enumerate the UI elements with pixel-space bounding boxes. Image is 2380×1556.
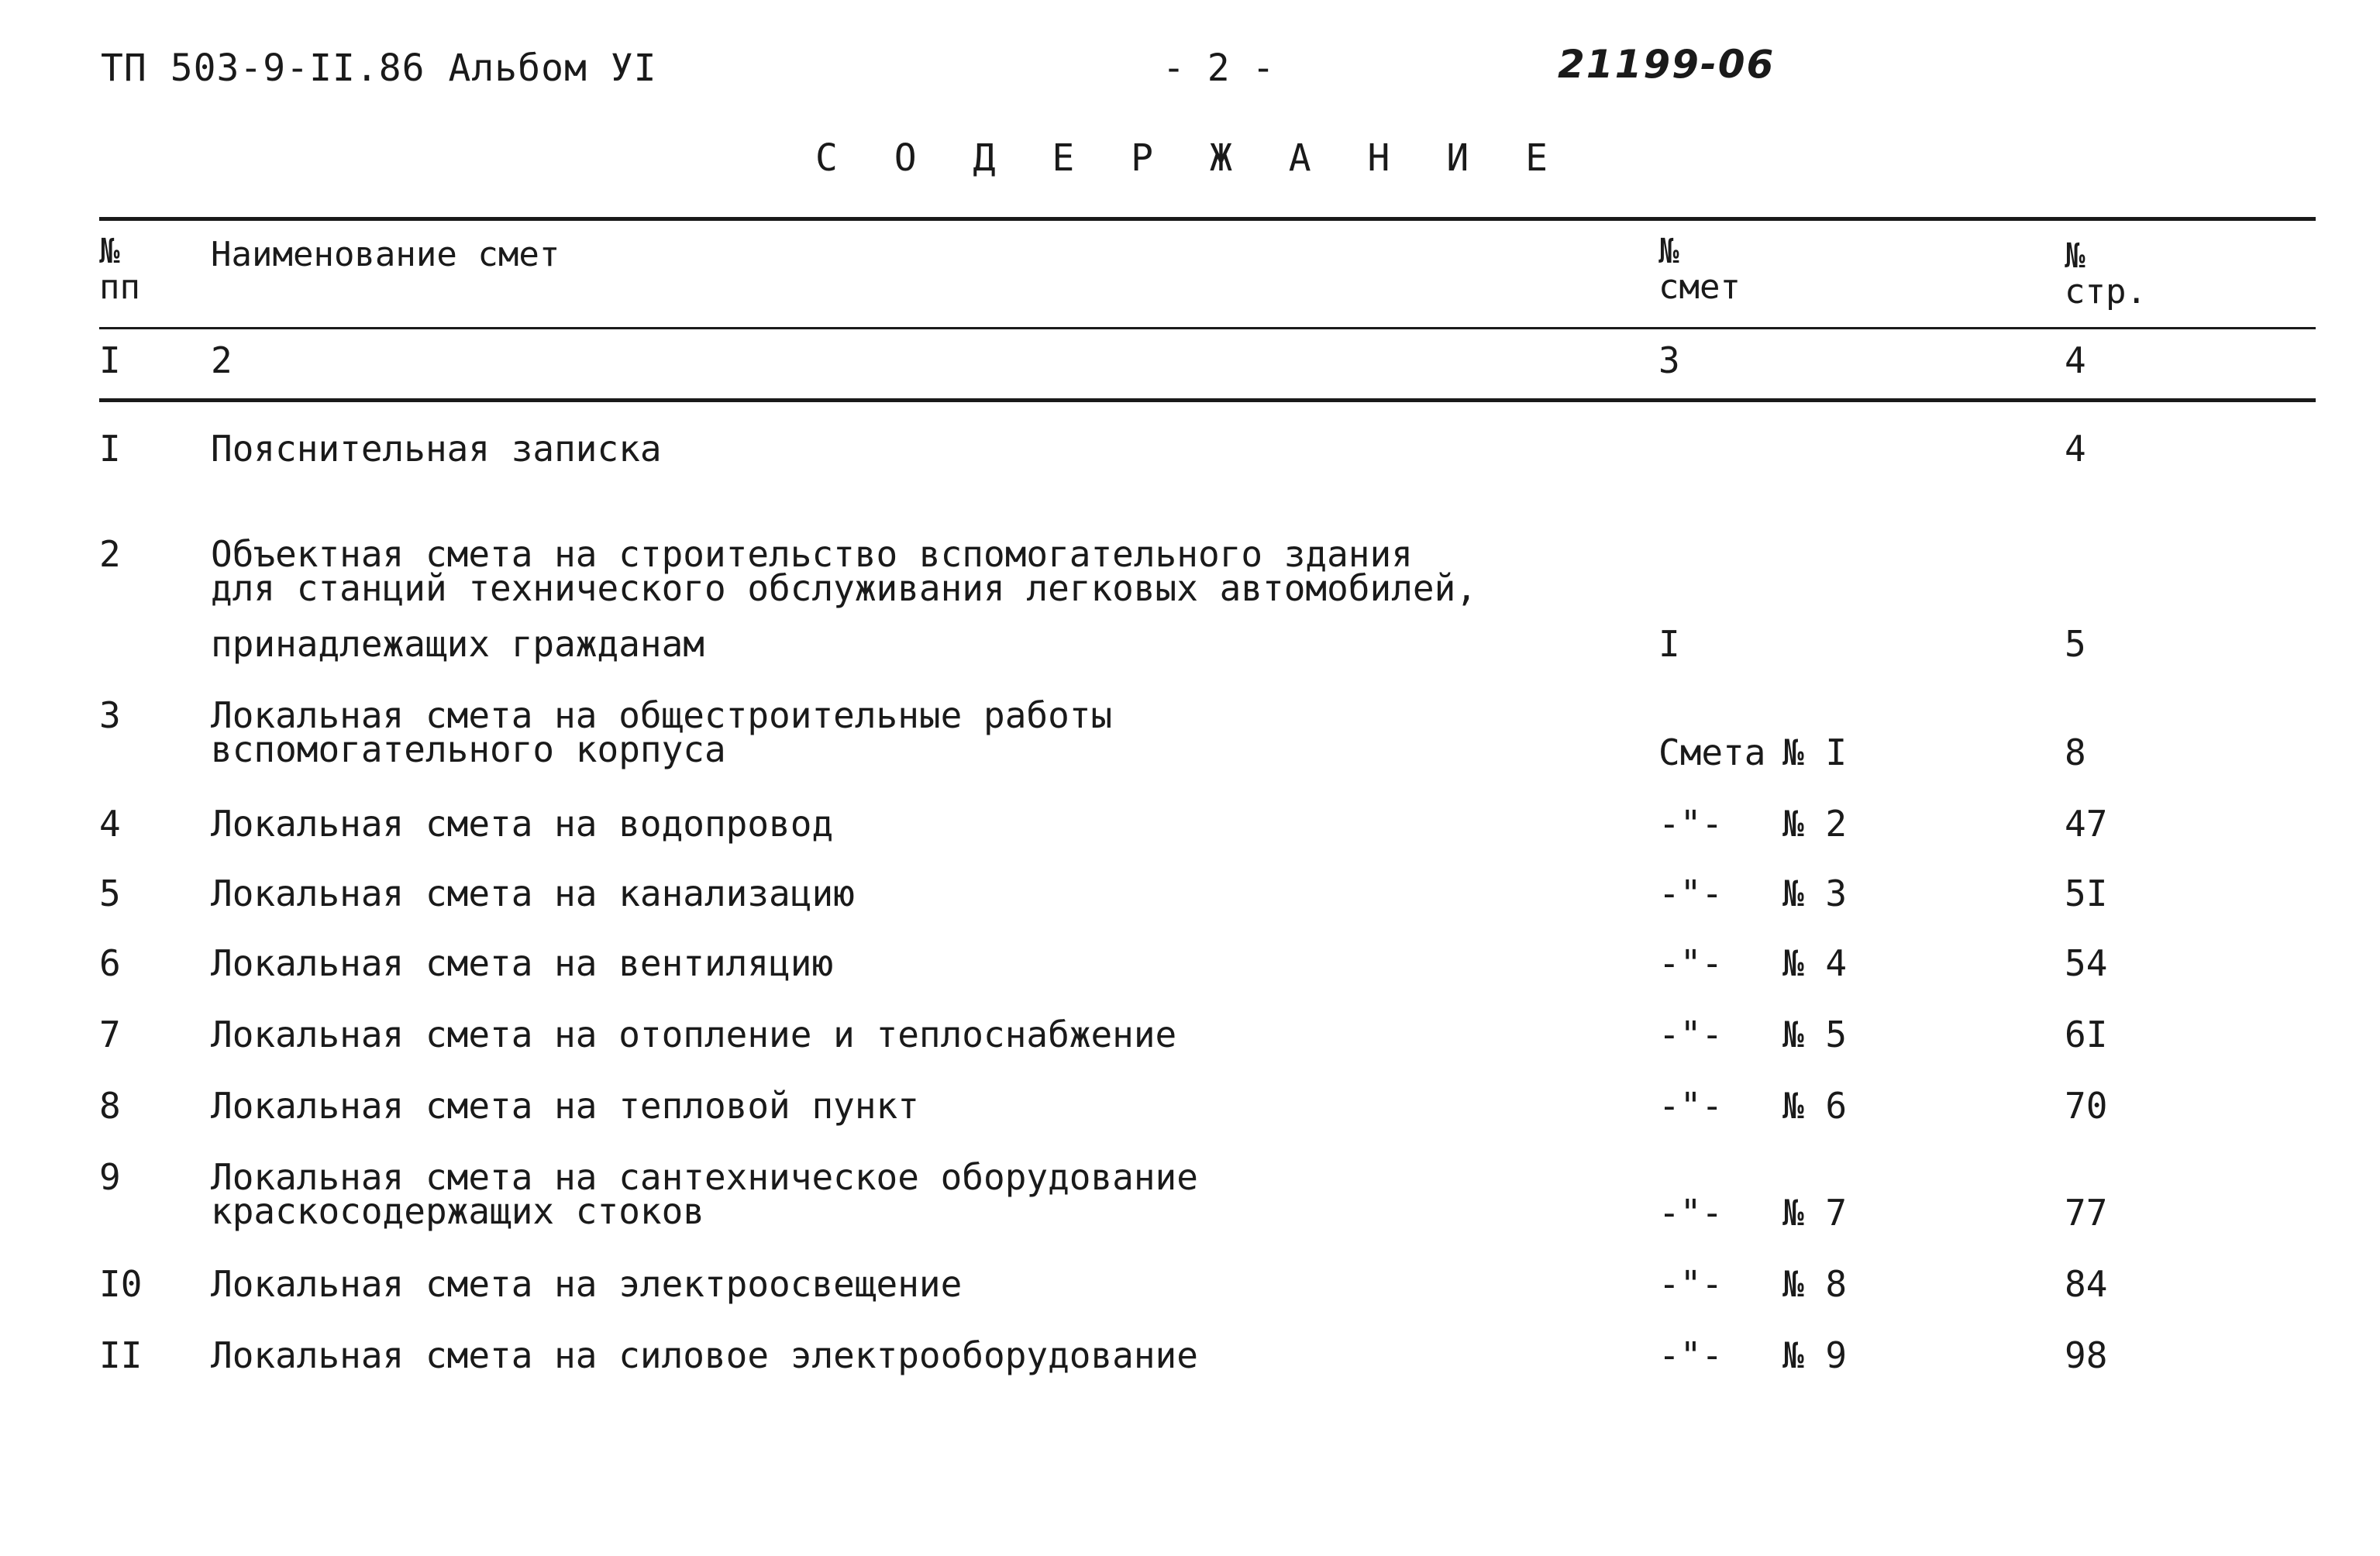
row-number: I — [99, 428, 121, 470]
row-page: 70 — [2065, 1085, 2108, 1127]
row-page: 98 — [2065, 1334, 2108, 1376]
row-name-line: вспомогательного корпуса — [211, 728, 726, 770]
column-numbers-bottom-rule — [99, 398, 2316, 402]
row-number: 6 — [99, 942, 121, 984]
header-smeta-line2: смет — [1658, 267, 1741, 307]
row-smeta-number: № 2 — [1782, 803, 1848, 845]
row-name: Локальная смета на канализацию — [211, 873, 855, 914]
row-name: Локальная смета на водопровод — [211, 803, 834, 845]
row-page: 8 — [2065, 732, 2086, 773]
row-smeta-ditto: -"- — [1658, 1014, 1724, 1055]
row-page: 84 — [2065, 1263, 2108, 1305]
column-number: 2 — [211, 339, 232, 381]
row-number: 2 — [99, 533, 121, 575]
row-number: 8 — [99, 1085, 121, 1127]
column-number: 4 — [2065, 339, 2086, 381]
row-smeta-ditto: -"- — [1658, 1085, 1724, 1127]
row-smeta-number: № 7 — [1782, 1192, 1848, 1234]
row-smeta-ditto: -"- — [1658, 942, 1724, 984]
row-smeta-number: № 4 — [1782, 942, 1848, 984]
row-smeta: Смета — [1658, 732, 1766, 773]
row-name: Локальная смета на силовое электрооборудование — [211, 1334, 1198, 1376]
row-name-line: Локальная смета на общестроительные работы — [211, 694, 1113, 736]
row-name: Пояснительная записка — [211, 428, 662, 470]
header-page-line2: стр. — [2065, 272, 2147, 312]
page-number: - 2 - — [1162, 46, 1275, 90]
column-number: I — [99, 339, 121, 381]
column-number: 3 — [1658, 339, 1680, 381]
row-number: 4 — [99, 803, 121, 845]
row-name-line: Объектная смета на строительство вспомогательного здания — [211, 533, 1413, 575]
header-bottom-rule — [99, 327, 2316, 329]
row-page: 5I — [2065, 873, 2108, 914]
row-page: 77 — [2065, 1192, 2108, 1234]
table-top-rule — [99, 217, 2316, 221]
row-smeta-number: № 5 — [1782, 1014, 1848, 1055]
row-name-line: для станций технического обслуживания легковых автомобилей, — [211, 567, 1477, 609]
row-number: I0 — [99, 1263, 143, 1305]
row-number: 9 — [99, 1156, 121, 1198]
row-smeta-number: № 6 — [1782, 1085, 1848, 1127]
row-name: Локальная смета на отопление и теплоснабжение — [211, 1014, 1177, 1055]
header-num-line2: пп — [99, 267, 140, 307]
row-name-line: Локальная смета на сантехническое оборудование — [211, 1156, 1198, 1198]
row-smeta-ditto: -"- — [1658, 873, 1724, 914]
document-code: ТП 503-9-II.86 Альбом УI — [101, 46, 657, 90]
row-number: II — [99, 1334, 143, 1376]
row-name: Локальная смета на вентиляцию — [211, 942, 834, 984]
header-page-line1: № — [2065, 236, 2086, 276]
row-smeta-number: № I — [1782, 732, 1848, 773]
row-smeta-number: № 3 — [1782, 873, 1848, 914]
row-page: 6I — [2065, 1014, 2108, 1055]
row-number: 7 — [99, 1014, 121, 1055]
row-smeta-number: № 8 — [1782, 1263, 1848, 1305]
page-title: С О Д Е Р Ж А Н И Е — [815, 136, 1565, 180]
page-header — [101, 42, 2279, 108]
row-page: 47 — [2065, 803, 2108, 845]
header-num-line1: № — [99, 232, 120, 271]
row-smeta-number: № 9 — [1782, 1334, 1848, 1376]
row-page: 4 — [2065, 428, 2086, 470]
row-smeta-ditto: -"- — [1658, 1263, 1724, 1305]
header-num — [99, 234, 140, 305]
header-name: Наименование смет — [211, 235, 560, 274]
row-name: Локальная смета на тепловой пункт — [211, 1085, 919, 1127]
row-smeta: I — [1658, 623, 1680, 665]
row-number: 3 — [99, 694, 121, 736]
row-page: 5 — [2065, 623, 2086, 665]
row-smeta-ditto: -"- — [1658, 1192, 1724, 1234]
row-name-line: принадлежащих гражданам — [211, 623, 704, 665]
row-name-line: краскосодержащих стоков — [211, 1190, 704, 1232]
header-page — [2065, 236, 2147, 312]
header-smeta — [1658, 234, 1741, 305]
handwritten-registration-number: 21199-06 — [1558, 42, 1776, 87]
row-name: Локальная смета на электроосвещение — [211, 1263, 963, 1305]
row-page: 54 — [2065, 942, 2108, 984]
header-smeta-line1: № — [1658, 232, 1679, 271]
row-smeta-ditto: -"- — [1658, 803, 1724, 845]
row-smeta-ditto: -"- — [1658, 1334, 1724, 1376]
row-number: 5 — [99, 873, 121, 914]
